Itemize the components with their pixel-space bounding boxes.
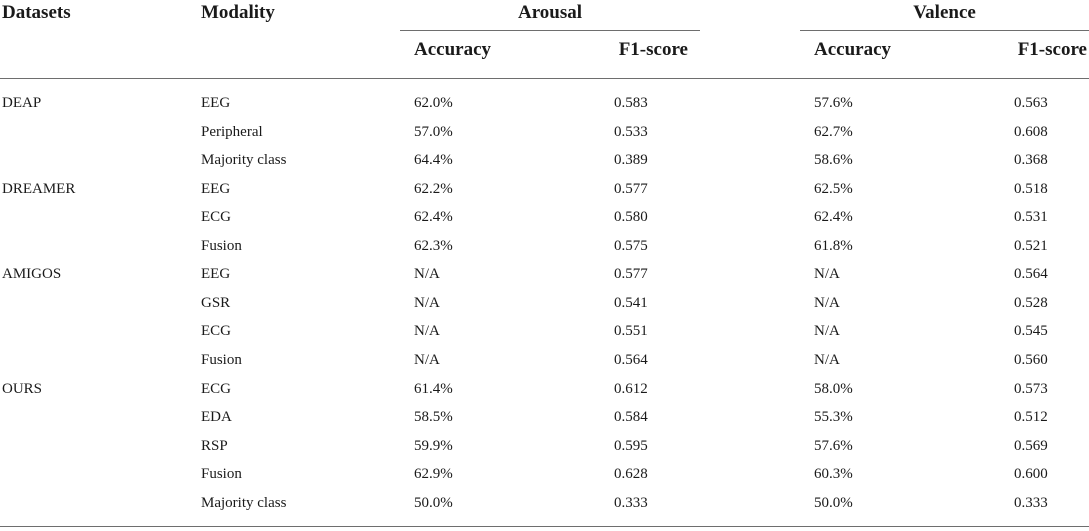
header-valence-accuracy: Accuracy bbox=[814, 39, 892, 60]
cell-arousal-f1: 0.584 bbox=[614, 409, 648, 425]
cell-valence-f1: 0.608 bbox=[1014, 124, 1048, 140]
arousal-group-rule bbox=[400, 30, 700, 31]
cell-valence-accuracy: 57.6% bbox=[814, 95, 853, 111]
cell-arousal-accuracy: N/A bbox=[414, 295, 440, 311]
cell-arousal-f1: 0.580 bbox=[614, 209, 648, 225]
cell-valence-accuracy: N/A bbox=[814, 352, 840, 368]
cell-arousal-f1: 0.333 bbox=[614, 495, 648, 511]
cell-modality: EEG bbox=[201, 95, 231, 111]
cell-arousal-accuracy: 64.4% bbox=[414, 152, 453, 168]
cell-valence-accuracy: 61.8% bbox=[814, 238, 853, 254]
cell-valence-accuracy: 60.3% bbox=[814, 466, 853, 482]
cell-arousal-accuracy: 57.0% bbox=[414, 124, 453, 140]
cell-modality: Fusion bbox=[201, 466, 242, 482]
cell-valence-f1: 0.569 bbox=[1014, 438, 1048, 454]
cell-arousal-f1: 0.577 bbox=[614, 181, 648, 197]
cell-valence-accuracy: N/A bbox=[814, 266, 840, 282]
cell-arousal-accuracy: 59.9% bbox=[414, 438, 453, 454]
cell-valence-f1: 0.564 bbox=[1014, 266, 1048, 282]
cell-arousal-accuracy: 62.4% bbox=[414, 209, 453, 225]
cell-valence-f1: 0.512 bbox=[1014, 409, 1048, 425]
header-rule bbox=[0, 78, 1089, 79]
cell-valence-accuracy: 62.5% bbox=[814, 181, 853, 197]
cell-dataset: DREAMER bbox=[2, 181, 76, 197]
cell-valence-f1: 0.333 bbox=[1014, 495, 1048, 511]
cell-dataset: DEAP bbox=[2, 95, 42, 111]
cell-valence-f1: 0.600 bbox=[1014, 466, 1048, 482]
cell-arousal-accuracy: 61.4% bbox=[414, 381, 453, 397]
cell-modality: EEG bbox=[201, 181, 231, 197]
header-datasets: Datasets bbox=[2, 2, 71, 23]
cell-valence-f1: 0.518 bbox=[1014, 181, 1048, 197]
cell-arousal-f1: 0.533 bbox=[614, 124, 648, 140]
header-modality: Modality bbox=[201, 2, 275, 23]
cell-valence-f1: 0.521 bbox=[1014, 238, 1048, 254]
cell-valence-accuracy: 62.7% bbox=[814, 124, 853, 140]
bottom-rule bbox=[0, 526, 1089, 527]
cell-arousal-accuracy: N/A bbox=[414, 352, 440, 368]
cell-valence-accuracy: 58.6% bbox=[814, 152, 853, 168]
cell-arousal-f1: 0.577 bbox=[614, 266, 648, 282]
cell-valence-f1: 0.528 bbox=[1014, 295, 1048, 311]
cell-dataset: AMIGOS bbox=[2, 266, 62, 282]
cell-modality: EEG bbox=[201, 266, 231, 282]
cell-arousal-f1: 0.541 bbox=[614, 295, 648, 311]
cell-arousal-accuracy: 62.3% bbox=[414, 238, 453, 254]
cell-arousal-f1: 0.595 bbox=[614, 438, 648, 454]
header-arousal-accuracy: Accuracy bbox=[414, 39, 492, 60]
header-arousal-f1: F1-score bbox=[618, 39, 688, 60]
header-valence-f1: F1-score bbox=[1017, 39, 1087, 60]
cell-valence-f1: 0.573 bbox=[1014, 381, 1048, 397]
cell-arousal-f1: 0.612 bbox=[614, 381, 648, 397]
cell-arousal-f1: 0.628 bbox=[614, 466, 648, 482]
cell-modality: GSR bbox=[201, 295, 231, 311]
cell-arousal-accuracy: N/A bbox=[414, 266, 440, 282]
cell-modality: ECG bbox=[201, 381, 231, 397]
cell-arousal-f1: 0.564 bbox=[614, 352, 648, 368]
header-arousal: Arousal bbox=[517, 2, 583, 23]
cell-valence-f1: 0.560 bbox=[1014, 352, 1048, 368]
cell-arousal-f1: 0.575 bbox=[614, 238, 648, 254]
cell-arousal-f1: 0.583 bbox=[614, 95, 648, 111]
cell-modality: Majority class bbox=[201, 152, 287, 168]
cell-modality: RSP bbox=[201, 438, 228, 454]
cell-valence-accuracy: 50.0% bbox=[814, 495, 853, 511]
valence-group-rule bbox=[800, 30, 1089, 31]
cell-modality: Fusion bbox=[201, 238, 242, 254]
cell-arousal-accuracy: N/A bbox=[414, 323, 440, 339]
cell-modality: Majority class bbox=[201, 495, 287, 511]
header-valence: Valence bbox=[913, 2, 976, 23]
cell-modality: ECG bbox=[201, 209, 231, 225]
cell-valence-accuracy: N/A bbox=[814, 323, 840, 339]
cell-valence-f1: 0.368 bbox=[1014, 152, 1048, 168]
cell-modality: Peripheral bbox=[201, 124, 263, 140]
cell-valence-accuracy: 62.4% bbox=[814, 209, 853, 225]
cell-modality: ECG bbox=[201, 323, 231, 339]
cell-arousal-accuracy: 50.0% bbox=[414, 495, 453, 511]
cell-arousal-f1: 0.389 bbox=[614, 152, 648, 168]
cell-arousal-accuracy: 62.2% bbox=[414, 181, 453, 197]
cell-arousal-accuracy: 58.5% bbox=[414, 409, 453, 425]
cell-valence-accuracy: N/A bbox=[814, 295, 840, 311]
cell-valence-accuracy: 57.6% bbox=[814, 438, 853, 454]
cell-modality: EDA bbox=[201, 409, 232, 425]
cell-valence-accuracy: 58.0% bbox=[814, 381, 853, 397]
cell-arousal-accuracy: 62.9% bbox=[414, 466, 453, 482]
cell-arousal-accuracy: 62.0% bbox=[414, 95, 453, 111]
cell-arousal-f1: 0.551 bbox=[614, 323, 648, 339]
cell-valence-f1: 0.531 bbox=[1014, 209, 1048, 225]
cell-valence-f1: 0.545 bbox=[1014, 323, 1048, 339]
cell-dataset: OURS bbox=[2, 381, 43, 397]
cell-valence-accuracy: 55.3% bbox=[814, 409, 853, 425]
cell-valence-f1: 0.563 bbox=[1014, 95, 1048, 111]
cell-modality: Fusion bbox=[201, 352, 242, 368]
